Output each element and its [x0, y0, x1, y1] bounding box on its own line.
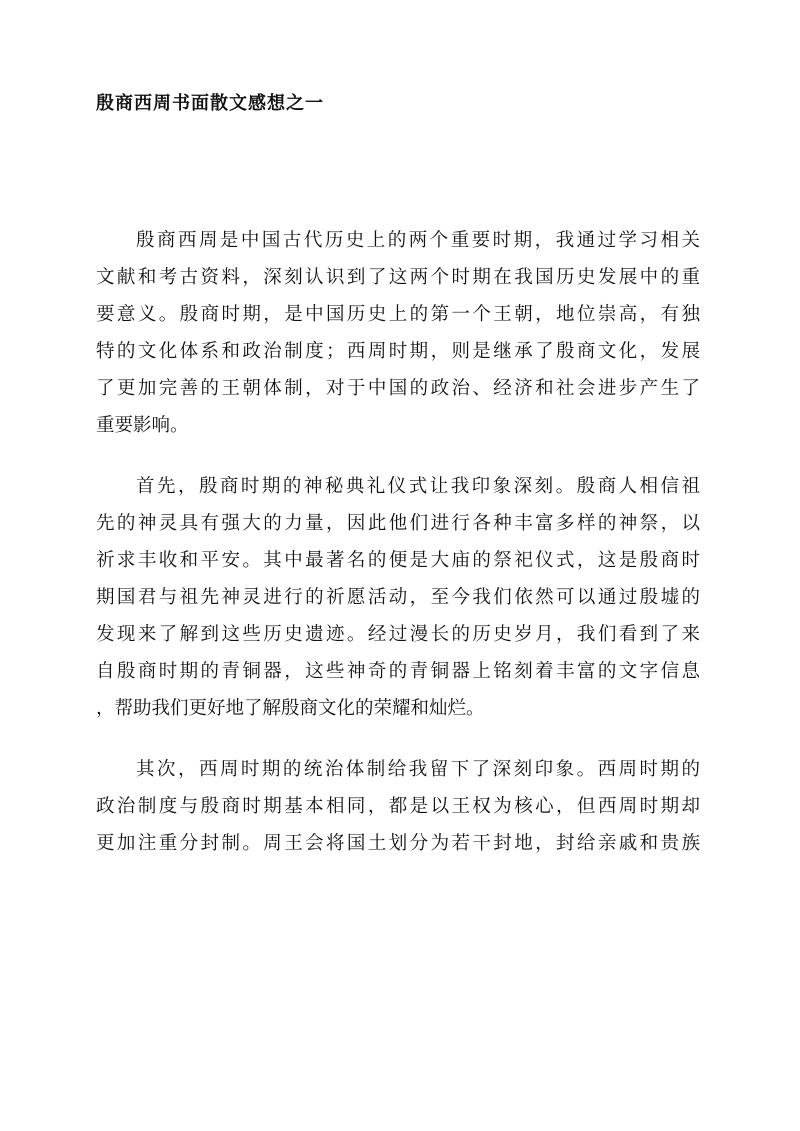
paragraph-line: 发现来了解到这些历史遗迹。经过漫长的历史岁月，我们看到了来: [96, 624, 700, 645]
paragraph-line: 殷商西周是中国古代历史上的两个重要时期，我通过学习相关: [136, 230, 700, 251]
document-title: 殷商西周书面散文感想之一: [96, 93, 324, 114]
paragraph-line: 特的文化体系和政治制度；西周时期，则是继承了殷商文化，发展: [96, 341, 700, 362]
paragraph-line: 期国君与祖先神灵进行的祈愿活动，至今我们依然可以通过殷墟的: [96, 587, 700, 608]
paragraph-line: 要意义。殷商时期，是中国历史上的第一个王朝，地位崇高，有独: [96, 304, 700, 325]
paragraph-line: 祈求丰收和平安。其中最著名的便是大庙的祭祀仪式，这是殷商时: [96, 550, 700, 571]
paragraph-3: [96, 751, 700, 862]
paragraph-line: 更加注重分封制。周王会将国土划分为若干封地，封给亲戚和贵族: [96, 833, 700, 854]
paragraph-line: 重要影响。: [96, 415, 189, 436]
paragraph-line: ，帮助我们更好地了解殷商文化的荣耀和灿烂。: [96, 698, 485, 719]
paragraph-line: 了更加完善的王朝体制，对于中国的政治、经济和社会进步产生了: [96, 378, 700, 399]
paragraph-1: [96, 222, 700, 444]
paragraph-2: [96, 468, 700, 727]
document-body: [96, 222, 700, 886]
paragraph-line: 首先，殷商时期的神秘典礼仪式让我印象深刻。殷商人相信祖: [136, 476, 700, 497]
paragraph-line: 文献和考古资料，深刻认识到了这两个时期在我国历史发展中的重: [96, 267, 700, 288]
paragraph-line: 政治制度与殷商时期基本相同，都是以王权为核心，但西周时期却: [96, 796, 700, 817]
paragraph-line: 其次，西周时期的统治体制给我留下了深刻印象。西周时期的: [136, 759, 700, 780]
paragraph-line: 自殷商时期的青铜器，这些神奇的青铜器上铭刻着丰富的文字信息: [96, 661, 700, 682]
paragraph-line: 先的神灵具有强大的力量，因此他们进行各种丰富多样的神祭，以: [96, 513, 700, 534]
